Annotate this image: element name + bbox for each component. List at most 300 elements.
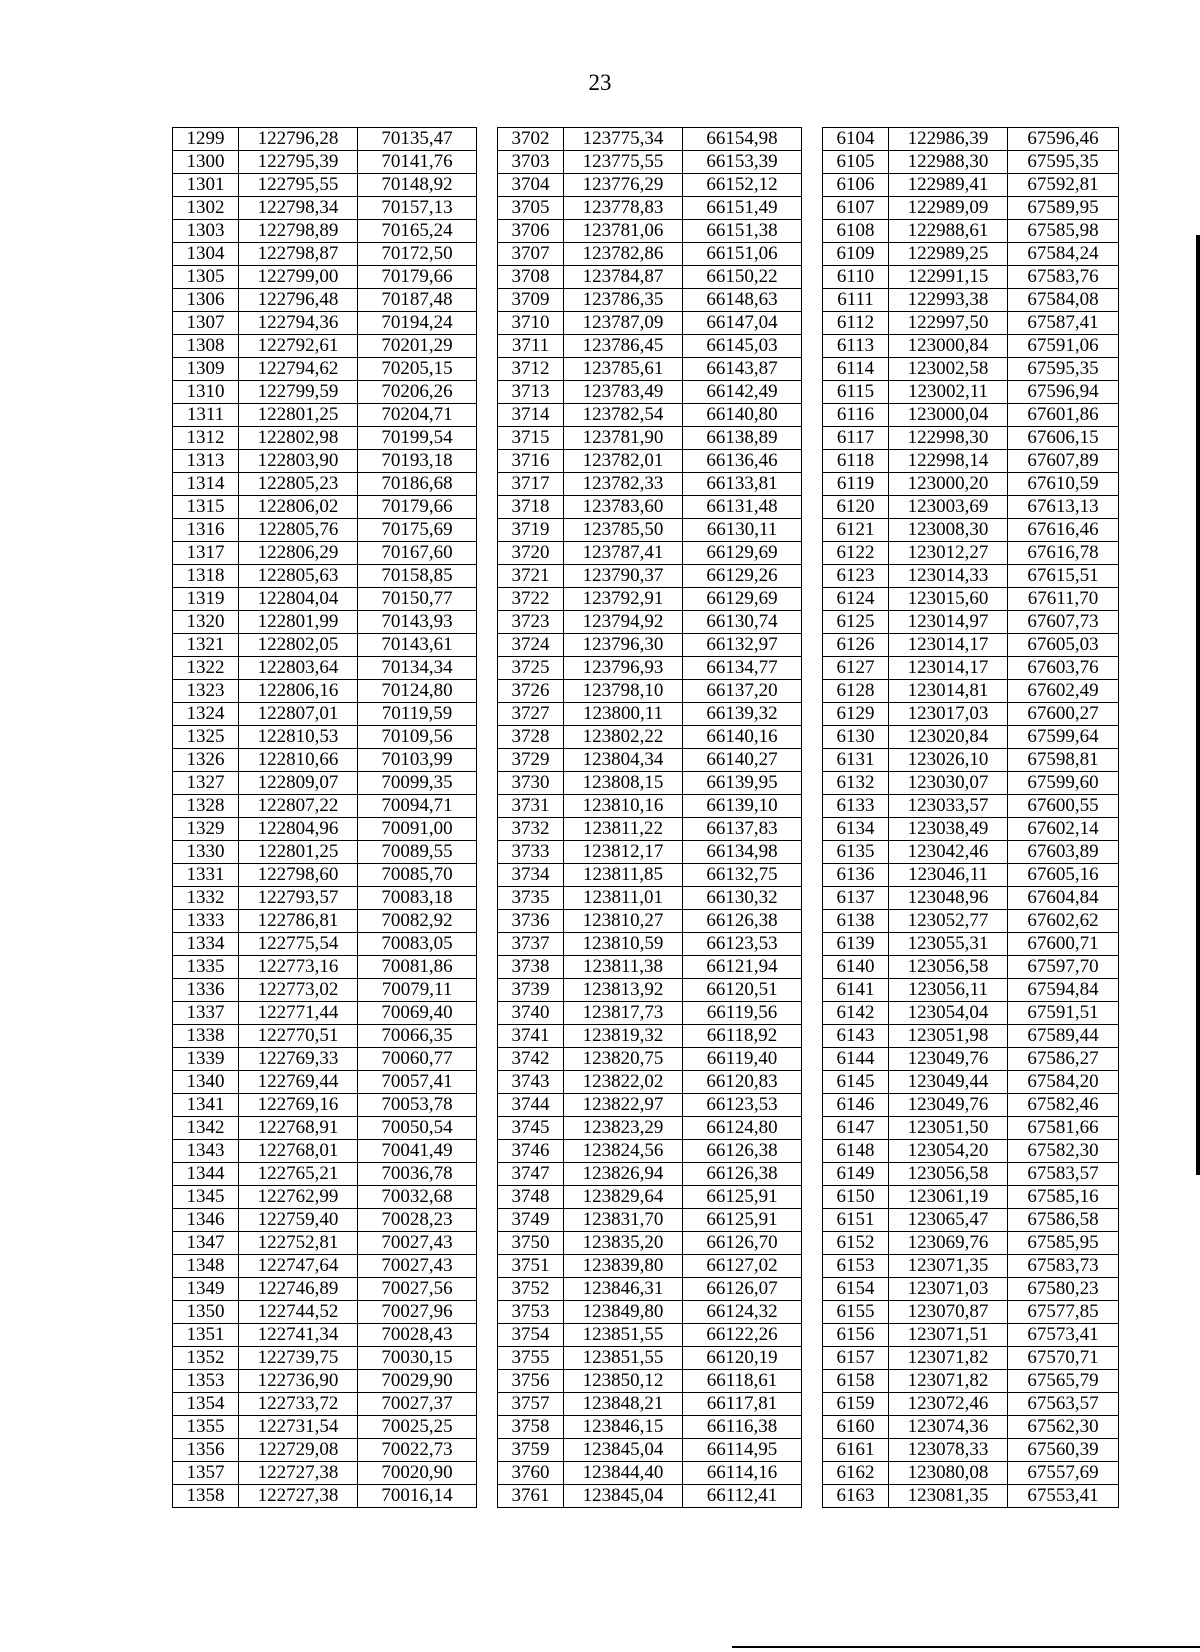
y-coordinate-cell: 70094,71 [358, 795, 477, 818]
point-number-cell: 6144 [823, 1048, 889, 1071]
x-coordinate-cell: 123811,38 [564, 956, 683, 979]
column-gap [477, 841, 498, 864]
column-gap [477, 1140, 498, 1163]
column-gap [802, 979, 823, 1002]
x-coordinate-cell: 122765,21 [239, 1163, 358, 1186]
column-gap [802, 473, 823, 496]
x-coordinate-cell: 123851,55 [564, 1347, 683, 1370]
y-coordinate-cell: 70028,23 [358, 1209, 477, 1232]
table-row [173, 1140, 1119, 1163]
x-coordinate-cell: 122795,55 [239, 174, 358, 197]
x-coordinate-cell: 123014,97 [889, 611, 1008, 634]
x-coordinate-cell: 122736,90 [239, 1370, 358, 1393]
x-coordinate-cell: 123798,10 [564, 680, 683, 703]
y-coordinate-cell: 67597,70 [1008, 956, 1119, 979]
x-coordinate-cell: 123850,12 [564, 1370, 683, 1393]
y-coordinate-cell: 67606,15 [1008, 427, 1119, 450]
y-coordinate-cell: 66122,26 [683, 1324, 802, 1347]
x-coordinate-cell: 122798,87 [239, 243, 358, 266]
point-number-cell: 6137 [823, 887, 889, 910]
point-number-cell: 3760 [498, 1462, 564, 1485]
y-coordinate-cell: 67573,41 [1008, 1324, 1119, 1347]
y-coordinate-cell: 67600,27 [1008, 703, 1119, 726]
x-coordinate-cell: 123823,29 [564, 1117, 683, 1140]
y-coordinate-cell: 66132,75 [683, 864, 802, 887]
table-row [173, 887, 1119, 910]
point-number-cell: 6154 [823, 1278, 889, 1301]
y-coordinate-cell: 70187,48 [358, 289, 477, 312]
table-row [173, 496, 1119, 519]
x-coordinate-cell: 122806,16 [239, 680, 358, 703]
x-coordinate-cell: 122801,25 [239, 404, 358, 427]
y-coordinate-cell: 67604,84 [1008, 887, 1119, 910]
x-coordinate-cell: 122769,16 [239, 1094, 358, 1117]
point-number-cell: 1351 [173, 1324, 239, 1347]
y-coordinate-cell: 70109,56 [358, 726, 477, 749]
y-coordinate-cell: 66151,49 [683, 197, 802, 220]
page-number: 23 [588, 70, 612, 95]
x-coordinate-cell: 122773,02 [239, 979, 358, 1002]
column-gap [802, 933, 823, 956]
table-row [173, 1048, 1119, 1071]
x-coordinate-cell: 122770,51 [239, 1025, 358, 1048]
table-row [173, 473, 1119, 496]
x-coordinate-cell: 123056,58 [889, 956, 1008, 979]
column-gap [477, 887, 498, 910]
x-coordinate-cell: 122739,75 [239, 1347, 358, 1370]
point-number-cell: 3726 [498, 680, 564, 703]
point-number-cell: 1330 [173, 841, 239, 864]
x-coordinate-cell: 122798,89 [239, 220, 358, 243]
y-coordinate-cell: 67603,89 [1008, 841, 1119, 864]
y-coordinate-cell: 70148,92 [358, 174, 477, 197]
y-coordinate-cell: 67583,76 [1008, 266, 1119, 289]
column-gap [802, 703, 823, 726]
column-gap [802, 1186, 823, 1209]
point-number-cell: 1325 [173, 726, 239, 749]
y-coordinate-cell: 70066,35 [358, 1025, 477, 1048]
table-row [173, 818, 1119, 841]
y-coordinate-cell: 67591,51 [1008, 1002, 1119, 1025]
y-coordinate-cell: 70079,11 [358, 979, 477, 1002]
x-coordinate-cell: 123822,02 [564, 1071, 683, 1094]
x-coordinate-cell: 123042,46 [889, 841, 1008, 864]
y-coordinate-cell: 66114,95 [683, 1439, 802, 1462]
x-coordinate-cell: 123051,50 [889, 1117, 1008, 1140]
point-number-cell: 3725 [498, 657, 564, 680]
x-coordinate-cell: 123055,31 [889, 933, 1008, 956]
x-coordinate-cell: 123014,17 [889, 657, 1008, 680]
x-coordinate-cell: 123074,36 [889, 1416, 1008, 1439]
table-row [173, 312, 1119, 335]
y-coordinate-cell: 66126,38 [683, 910, 802, 933]
column-gap [802, 1278, 823, 1301]
x-coordinate-cell: 123783,49 [564, 381, 683, 404]
point-number-cell: 1307 [173, 312, 239, 335]
point-number-cell: 6107 [823, 197, 889, 220]
table-row [173, 1393, 1119, 1416]
x-coordinate-cell: 122998,30 [889, 427, 1008, 450]
point-number-cell: 3710 [498, 312, 564, 335]
point-number-cell: 1301 [173, 174, 239, 197]
y-coordinate-cell: 70204,71 [358, 404, 477, 427]
table-row [173, 1416, 1119, 1439]
column-gap [802, 956, 823, 979]
x-coordinate-cell: 123782,33 [564, 473, 683, 496]
x-coordinate-cell: 123020,84 [889, 726, 1008, 749]
column-gap [477, 1002, 498, 1025]
point-number-cell: 6161 [823, 1439, 889, 1462]
column-gap [477, 1393, 498, 1416]
column-gap [802, 1370, 823, 1393]
point-number-cell: 6127 [823, 657, 889, 680]
x-coordinate-cell: 123033,57 [889, 795, 1008, 818]
y-coordinate-cell: 67557,69 [1008, 1462, 1119, 1485]
point-number-cell: 3727 [498, 703, 564, 726]
point-number-cell: 3737 [498, 933, 564, 956]
column-gap [477, 1347, 498, 1370]
table-row [173, 1439, 1119, 1462]
table-row [173, 841, 1119, 864]
column-gap [802, 841, 823, 864]
point-number-cell: 3735 [498, 887, 564, 910]
point-number-cell: 3731 [498, 795, 564, 818]
column-gap [477, 450, 498, 473]
column-gap [477, 1186, 498, 1209]
table-row [173, 749, 1119, 772]
column-gap [802, 864, 823, 887]
column-gap [477, 128, 498, 151]
point-number-cell: 6156 [823, 1324, 889, 1347]
x-coordinate-cell: 122803,90 [239, 450, 358, 473]
x-coordinate-cell: 123014,17 [889, 634, 1008, 657]
y-coordinate-cell: 67599,60 [1008, 772, 1119, 795]
table-row [173, 1232, 1119, 1255]
table-row [173, 703, 1119, 726]
column-gap [477, 1209, 498, 1232]
point-number-cell: 1309 [173, 358, 239, 381]
x-coordinate-cell: 123000,20 [889, 473, 1008, 496]
point-number-cell: 3754 [498, 1324, 564, 1347]
table-row [173, 1186, 1119, 1209]
column-gap [802, 657, 823, 680]
point-number-cell: 3707 [498, 243, 564, 266]
point-number-cell: 3733 [498, 841, 564, 864]
point-number-cell: 1346 [173, 1209, 239, 1232]
point-number-cell: 3759 [498, 1439, 564, 1462]
y-coordinate-cell: 70194,24 [358, 312, 477, 335]
point-number-cell: 3758 [498, 1416, 564, 1439]
y-coordinate-cell: 66138,89 [683, 427, 802, 450]
point-number-cell: 3740 [498, 1002, 564, 1025]
point-number-cell: 3704 [498, 174, 564, 197]
table-row [173, 174, 1119, 197]
point-number-cell: 1331 [173, 864, 239, 887]
y-coordinate-cell: 70016,14 [358, 1485, 477, 1508]
point-number-cell: 3761 [498, 1485, 564, 1508]
y-coordinate-cell: 66151,38 [683, 220, 802, 243]
point-number-cell: 6119 [823, 473, 889, 496]
y-coordinate-cell: 66119,56 [683, 1002, 802, 1025]
column-gap [477, 657, 498, 680]
x-coordinate-cell: 123811,22 [564, 818, 683, 841]
point-number-cell: 3748 [498, 1186, 564, 1209]
y-coordinate-cell: 66131,48 [683, 496, 802, 519]
y-coordinate-cell: 70124,80 [358, 680, 477, 703]
column-gap [802, 496, 823, 519]
point-number-cell: 6116 [823, 404, 889, 427]
y-coordinate-cell: 66114,16 [683, 1462, 802, 1485]
point-number-cell: 1318 [173, 565, 239, 588]
y-coordinate-cell: 67563,57 [1008, 1393, 1119, 1416]
x-coordinate-cell: 122792,61 [239, 335, 358, 358]
x-coordinate-cell: 122806,02 [239, 496, 358, 519]
x-coordinate-cell: 123783,60 [564, 496, 683, 519]
y-coordinate-cell: 66123,53 [683, 1094, 802, 1117]
x-coordinate-cell: 122805,63 [239, 565, 358, 588]
y-coordinate-cell: 66117,81 [683, 1393, 802, 1416]
point-number-cell: 6160 [823, 1416, 889, 1439]
x-coordinate-cell: 123824,56 [564, 1140, 683, 1163]
point-number-cell: 1302 [173, 197, 239, 220]
table-row [173, 864, 1119, 887]
point-number-cell: 6121 [823, 519, 889, 542]
x-coordinate-cell: 122804,04 [239, 588, 358, 611]
column-gap [802, 634, 823, 657]
point-number-cell: 1356 [173, 1439, 239, 1462]
y-coordinate-cell: 67602,14 [1008, 818, 1119, 841]
point-number-cell: 3734 [498, 864, 564, 887]
x-coordinate-cell: 123846,31 [564, 1278, 683, 1301]
column-gap [802, 1048, 823, 1071]
table-row [173, 1209, 1119, 1232]
y-coordinate-cell: 67594,84 [1008, 979, 1119, 1002]
point-number-cell: 6120 [823, 496, 889, 519]
y-coordinate-cell: 70143,61 [358, 634, 477, 657]
y-coordinate-cell: 67605,16 [1008, 864, 1119, 887]
table-row [173, 1347, 1119, 1370]
column-gap [802, 220, 823, 243]
y-coordinate-cell: 66116,38 [683, 1416, 802, 1439]
point-number-cell: 3747 [498, 1163, 564, 1186]
y-coordinate-cell: 67581,66 [1008, 1117, 1119, 1140]
column-gap [477, 1416, 498, 1439]
y-coordinate-cell: 67560,39 [1008, 1439, 1119, 1462]
column-gap [802, 128, 823, 151]
x-coordinate-cell: 123054,20 [889, 1140, 1008, 1163]
column-gap [477, 542, 498, 565]
y-coordinate-cell: 67600,55 [1008, 795, 1119, 818]
y-coordinate-cell: 66126,38 [683, 1140, 802, 1163]
column-gap [802, 335, 823, 358]
point-number-cell: 1316 [173, 519, 239, 542]
point-number-cell: 1329 [173, 818, 239, 841]
table-row [173, 542, 1119, 565]
y-coordinate-cell: 66136,46 [683, 450, 802, 473]
column-gap [802, 818, 823, 841]
y-coordinate-cell: 67585,98 [1008, 220, 1119, 243]
x-coordinate-cell: 122805,76 [239, 519, 358, 542]
column-gap [477, 243, 498, 266]
x-coordinate-cell: 123080,08 [889, 1462, 1008, 1485]
table-row [173, 772, 1119, 795]
y-coordinate-cell: 70053,78 [358, 1094, 477, 1117]
point-number-cell: 3709 [498, 289, 564, 312]
y-coordinate-cell: 70119,59 [358, 703, 477, 726]
x-coordinate-cell: 123794,92 [564, 611, 683, 634]
column-gap [802, 680, 823, 703]
x-coordinate-cell: 122752,81 [239, 1232, 358, 1255]
y-coordinate-cell: 67591,06 [1008, 335, 1119, 358]
x-coordinate-cell: 122773,16 [239, 956, 358, 979]
x-coordinate-cell: 122786,81 [239, 910, 358, 933]
y-coordinate-cell: 66139,10 [683, 795, 802, 818]
x-coordinate-cell: 123826,94 [564, 1163, 683, 1186]
x-coordinate-cell: 123835,20 [564, 1232, 683, 1255]
point-number-cell: 6140 [823, 956, 889, 979]
point-number-cell: 3722 [498, 588, 564, 611]
x-coordinate-cell: 122741,34 [239, 1324, 358, 1347]
column-gap [477, 220, 498, 243]
y-coordinate-cell: 67600,71 [1008, 933, 1119, 956]
y-coordinate-cell: 70179,66 [358, 496, 477, 519]
x-coordinate-cell: 122805,23 [239, 473, 358, 496]
x-coordinate-cell: 123810,59 [564, 933, 683, 956]
y-coordinate-cell: 70103,99 [358, 749, 477, 772]
y-coordinate-cell: 67587,41 [1008, 312, 1119, 335]
x-coordinate-cell: 123049,44 [889, 1071, 1008, 1094]
table-row [173, 404, 1119, 427]
column-gap [477, 381, 498, 404]
table-row [173, 220, 1119, 243]
y-coordinate-cell: 67582,30 [1008, 1140, 1119, 1163]
table-row [173, 565, 1119, 588]
column-gap [802, 266, 823, 289]
point-number-cell: 6143 [823, 1025, 889, 1048]
x-coordinate-cell: 122729,08 [239, 1439, 358, 1462]
x-coordinate-cell: 123775,34 [564, 128, 683, 151]
x-coordinate-cell: 122989,09 [889, 197, 1008, 220]
point-number-cell: 1355 [173, 1416, 239, 1439]
point-number-cell: 1344 [173, 1163, 239, 1186]
x-coordinate-cell: 123000,04 [889, 404, 1008, 427]
x-coordinate-cell: 122807,01 [239, 703, 358, 726]
point-number-cell: 6135 [823, 841, 889, 864]
point-number-cell: 3703 [498, 151, 564, 174]
y-coordinate-cell: 67595,35 [1008, 358, 1119, 381]
table-row [173, 450, 1119, 473]
point-number-cell: 3713 [498, 381, 564, 404]
y-coordinate-cell: 67585,95 [1008, 1232, 1119, 1255]
y-coordinate-cell: 70028,43 [358, 1324, 477, 1347]
point-number-cell: 3757 [498, 1393, 564, 1416]
point-number-cell: 1337 [173, 1002, 239, 1025]
column-gap [802, 381, 823, 404]
x-coordinate-cell: 123065,47 [889, 1209, 1008, 1232]
column-gap [802, 1140, 823, 1163]
table-row [173, 1278, 1119, 1301]
column-gap [477, 588, 498, 611]
x-coordinate-cell: 123849,80 [564, 1301, 683, 1324]
y-coordinate-cell: 70085,70 [358, 864, 477, 887]
point-number-cell: 3720 [498, 542, 564, 565]
point-number-cell: 6142 [823, 1002, 889, 1025]
point-number-cell: 6151 [823, 1209, 889, 1232]
x-coordinate-cell: 122747,64 [239, 1255, 358, 1278]
x-coordinate-cell: 122989,25 [889, 243, 1008, 266]
point-number-cell: 1340 [173, 1071, 239, 1094]
point-number-cell: 1334 [173, 933, 239, 956]
point-number-cell: 1304 [173, 243, 239, 266]
table-row [173, 1370, 1119, 1393]
y-coordinate-cell: 66140,27 [683, 749, 802, 772]
column-gap [802, 1094, 823, 1117]
x-coordinate-cell: 122806,29 [239, 542, 358, 565]
point-number-cell: 6108 [823, 220, 889, 243]
table-row [173, 979, 1119, 1002]
y-coordinate-cell: 67589,44 [1008, 1025, 1119, 1048]
x-coordinate-cell: 123008,30 [889, 519, 1008, 542]
point-number-cell: 3736 [498, 910, 564, 933]
y-coordinate-cell: 70057,41 [358, 1071, 477, 1094]
point-number-cell: 6131 [823, 749, 889, 772]
y-coordinate-cell: 67577,85 [1008, 1301, 1119, 1324]
x-coordinate-cell: 122799,00 [239, 266, 358, 289]
point-number-cell: 1342 [173, 1117, 239, 1140]
table-row [173, 1163, 1119, 1186]
y-coordinate-cell: 70089,55 [358, 841, 477, 864]
point-number-cell: 6123 [823, 565, 889, 588]
column-gap [802, 358, 823, 381]
y-coordinate-cell: 70172,50 [358, 243, 477, 266]
column-gap [802, 151, 823, 174]
x-coordinate-cell: 123796,30 [564, 634, 683, 657]
point-number-cell: 1352 [173, 1347, 239, 1370]
point-number-cell: 6138 [823, 910, 889, 933]
point-number-cell: 3741 [498, 1025, 564, 1048]
point-number-cell: 3708 [498, 266, 564, 289]
x-coordinate-cell: 123017,03 [889, 703, 1008, 726]
point-number-cell: 3742 [498, 1048, 564, 1071]
column-gap [802, 1025, 823, 1048]
column-gap [477, 427, 498, 450]
table-row [173, 1094, 1119, 1117]
y-coordinate-cell: 67603,76 [1008, 657, 1119, 680]
table-row [173, 427, 1119, 450]
point-number-cell: 6115 [823, 381, 889, 404]
y-coordinate-cell: 70050,54 [358, 1117, 477, 1140]
column-gap [802, 910, 823, 933]
point-number-cell: 1338 [173, 1025, 239, 1048]
x-coordinate-cell: 123078,33 [889, 1439, 1008, 1462]
column-gap [802, 1485, 823, 1508]
y-coordinate-cell: 70134,34 [358, 657, 477, 680]
table-row [173, 933, 1119, 956]
point-number-cell: 3739 [498, 979, 564, 1002]
table-row [173, 680, 1119, 703]
point-number-cell: 6128 [823, 680, 889, 703]
y-coordinate-cell: 70027,56 [358, 1278, 477, 1301]
x-coordinate-cell: 123844,40 [564, 1462, 683, 1485]
column-gap [477, 358, 498, 381]
column-gap [802, 1002, 823, 1025]
table-row [173, 1025, 1119, 1048]
y-coordinate-cell: 66134,98 [683, 841, 802, 864]
y-coordinate-cell: 66145,03 [683, 335, 802, 358]
table-row [173, 358, 1119, 381]
point-number-cell: 1315 [173, 496, 239, 519]
y-coordinate-cell: 66137,20 [683, 680, 802, 703]
